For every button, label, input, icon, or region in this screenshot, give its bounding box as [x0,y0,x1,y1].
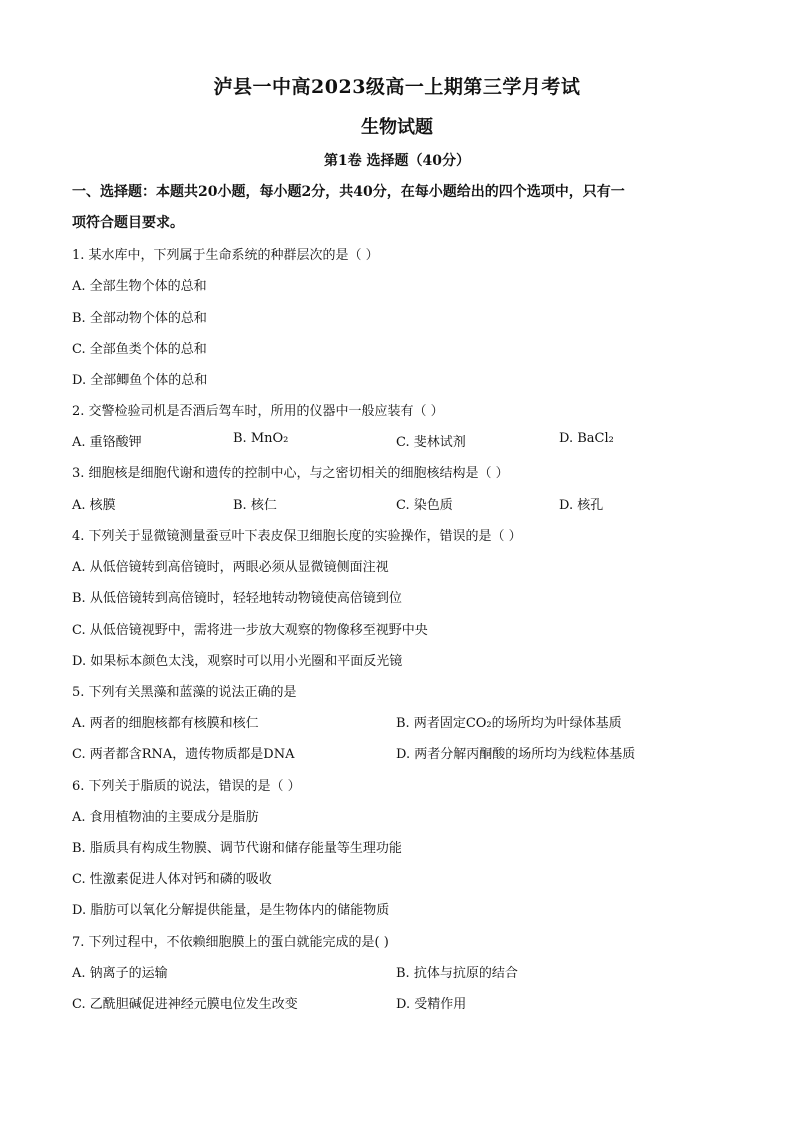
question-7-stem: 7. 下列过程中，不依赖细胞膜上的蛋白就能完成的是( ) [72,935,389,950]
question-6-option-b: B. 脂质具有构成生物膜、调节代谢和储存能量等生理功能 [72,841,402,856]
question-2-option-d: D. BaCl₂ [559,431,614,446]
question-4-option-d: D. 如果标本颜色太浅，观察时可以用小光圈和平面反光镜 [72,654,403,669]
question-4-option-b: B. 从低倍镜转到高倍镜时，轻轻地转动物镜使高倍镜到位 [72,591,402,606]
question-1-option-a: A. 全部生物个体的总和 [72,279,207,294]
question-4-option-a: A. 从低倍镜转到高倍镜时，两眼必须从显微镜侧面注视 [72,560,389,575]
question-7-option-c: C. 乙酰胆碱促进神经元膜电位发生改变 [72,997,298,1012]
question-6-option-c: C. 性激素促进人体对钙和磷的吸收 [72,872,272,887]
question-1-option-b: B. 全部动物个体的总和 [72,311,207,326]
question-4-option-c: C. 从低倍镜视野中，需将进一步放大观察的物像移至视野中央 [72,623,428,638]
section-instructions-line-1: 一、选择题：本题共20小题，每小题2分，共40分，在每小题给出的四个选项中，只有一 [72,184,625,200]
exam-subtitle: 生物试题 [361,117,433,138]
part-heading: 第1卷 选择题（40分） [323,153,471,169]
question-7-option-d: D. 受精作用 [396,997,467,1012]
question-6-option-a: A. 食用植物油的主要成分是脂肪 [72,810,259,825]
section-instructions-line-2: 项符合题目要求。 [72,215,184,231]
exam-title: 泸县一中高2023级高一上期第三学月考试 [213,76,581,98]
question-3-option-a: A. 核膜 [72,498,116,513]
question-6-option-d: D. 脂肪可以氧化分解提供能量，是生物体内的储能物质 [72,903,390,918]
question-1-option-d: D. 全部鲫鱼个体的总和 [72,373,208,388]
question-2-option-c: C. 斐林试剂 [396,435,466,450]
question-3-stem: 3. 细胞核是细胞代谢和遗传的控制中心，与之密切相关的细胞核结构是（ ） [72,466,509,481]
question-5-stem: 5. 下列有关黑藻和蓝藻的说法正确的是 [72,685,297,700]
question-6-stem: 6. 下列关于脂质的说法，错误的是（ ） [72,779,301,794]
question-1-option-c: C. 全部鱼类个体的总和 [72,342,207,357]
question-5-option-d: D. 两者分解丙酮酸的场所均为线粒体基质 [396,747,636,762]
question-3-option-c: C. 染色质 [396,498,453,513]
question-2-option-b: B. MnO₂ [233,431,289,446]
question-2-stem: 2. 交警检验司机是否酒后驾车时，所用的仪器中一般应装有（ ） [72,404,444,419]
question-7-option-a: A. 钠离子的运输 [72,966,168,981]
question-4-stem: 4. 下列关于显微镜测量蚕豆叶下表皮保卫细胞长度的实验操作，错误的是（ ） [72,529,522,544]
question-7-option-b: B. 抗体与抗原的结合 [396,966,518,981]
section-instructions [72,177,722,239]
question-5-option-a: A. 两者的细胞核都有核膜和核仁 [72,716,259,731]
question-3-option-d: D. 核孔 [559,498,604,513]
question-5-option-b: B. 两者固定CO₂的场所均为叶绿体基质 [396,716,622,731]
question-5-option-c: C. 两者都含RNA，遗传物质都是DNA [72,747,295,762]
question-1-stem: 1. 某水库中，下列属于生命系统的种群层次的是（ ） [72,248,379,263]
question-2-option-a: A. 重铬酸钾 [72,435,142,450]
question-3-option-b: B. 核仁 [233,498,277,513]
